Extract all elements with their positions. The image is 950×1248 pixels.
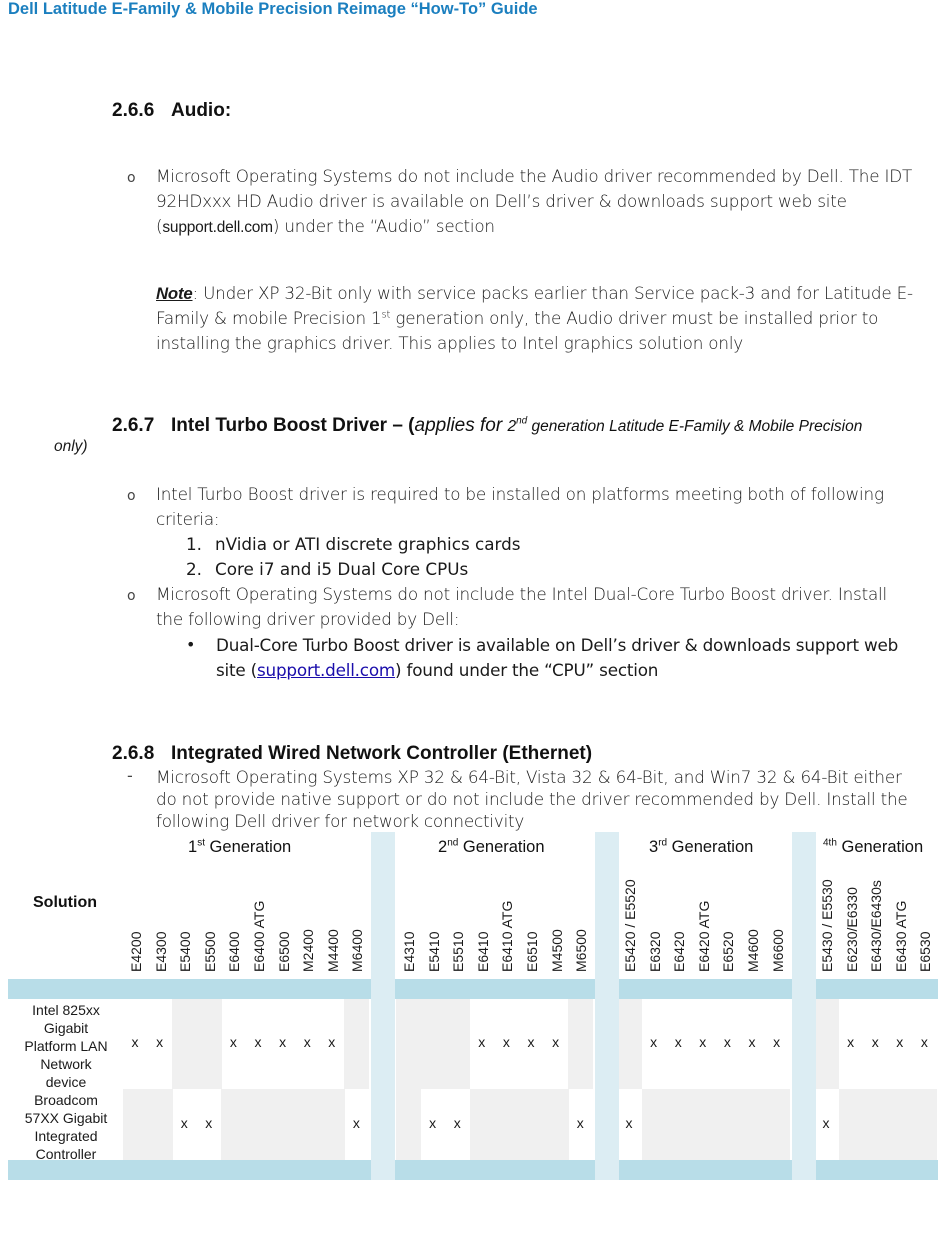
turbo-driver-paragraph: Microsoft Operating Systems do not include the Intel Dual-Core Turbo Boost driver. Install the following driver provided by Dell: xyxy=(156,584,887,629)
section-title-sup: nd xyxy=(516,415,528,427)
section-heading-turbo-boost xyxy=(112,415,862,437)
download-text-a: Dual-Core Turbo Boost driver is available on Dell’s driver & downloads support web site ( xyxy=(216,635,899,680)
generation-label: Generation xyxy=(836,838,924,856)
column-header-label: M6400 xyxy=(349,929,366,972)
table-mark: x xyxy=(847,1034,855,1050)
table-mark: x xyxy=(674,1034,682,1050)
column-header-label: E6320 xyxy=(646,931,663,972)
table-cell-empty xyxy=(221,1089,246,1160)
table-cell-empty xyxy=(421,999,446,1089)
table-mark: x xyxy=(352,1114,360,1131)
column-header-label: E6500 xyxy=(275,931,292,972)
section-heading-network xyxy=(112,743,592,765)
table-mark: x xyxy=(576,1114,584,1131)
column-header xyxy=(344,832,368,972)
generation-divider xyxy=(371,832,395,1180)
column-header xyxy=(172,832,196,972)
table-cell-empty xyxy=(396,1089,421,1160)
table-cell-empty xyxy=(765,1089,790,1160)
note-text-b: generation only, the Audio driver must be installed prior to installing the graphics driver. This applies to Intel graphics solution only xyxy=(156,308,879,353)
table-cell-empty xyxy=(863,1089,888,1160)
section-title: Integrated Wired Network Controller (Ethernet) xyxy=(171,743,593,764)
support-link[interactable]: support.dell.com xyxy=(257,660,396,680)
row-label-line: Network xyxy=(40,1056,92,1072)
column-header xyxy=(494,832,518,972)
table-mark: x xyxy=(650,1034,658,1050)
table-cell-empty xyxy=(246,1089,271,1160)
generation-sup: 4th xyxy=(823,837,837,849)
column-header xyxy=(863,832,887,972)
column-header-label: E4200 xyxy=(128,931,144,972)
numbered-item xyxy=(186,557,468,582)
generation-divider xyxy=(595,832,619,1180)
generation-label: Generation xyxy=(458,838,545,856)
column-header xyxy=(740,832,764,972)
table-cell-empty xyxy=(445,999,470,1089)
table-cell-empty xyxy=(740,1089,765,1160)
column-header xyxy=(765,832,789,972)
audio-text-b: ) under the “Audio” section xyxy=(272,216,495,236)
column-header-label: E5500 xyxy=(201,931,218,972)
document-header-title: Dell Latitude E-Family & Mobile Precision Reimage “How-To” Guide xyxy=(8,0,538,18)
column-header xyxy=(666,832,690,972)
table-cell-empty xyxy=(172,999,197,1089)
row-label-line: Broadcom xyxy=(34,1092,98,1108)
table-mark: x xyxy=(303,1034,311,1050)
table-cell-empty xyxy=(617,999,642,1089)
section-title-italic: applies for xyxy=(414,415,508,436)
table-mark: x xyxy=(180,1114,188,1131)
table-mark: x xyxy=(920,1034,928,1050)
column-header xyxy=(814,832,838,972)
column-header-label: E6410 ATG xyxy=(499,900,516,972)
table-cell-empty xyxy=(839,1089,864,1160)
row-label-line: Intel 825xx xyxy=(32,1002,100,1018)
generation-number: 3 xyxy=(649,838,659,856)
generation-sup: rd xyxy=(658,837,668,849)
column-header xyxy=(148,832,172,972)
table-cell-empty xyxy=(396,999,421,1089)
column-header xyxy=(123,832,147,972)
column-header-label: M4600 xyxy=(745,929,761,972)
table-cell-empty xyxy=(568,999,593,1089)
numbered-item xyxy=(186,532,521,557)
note-text-a: : Under XP 32-Bit only with service packs earlier than Service pack-3 and for Latitude E-Family & mobile Precision 1 xyxy=(156,283,913,328)
row-label-line: 57XX Gigabit xyxy=(24,1110,108,1126)
table-cell-empty xyxy=(295,1089,320,1160)
column-header xyxy=(295,832,319,972)
column-header-label: E6510 xyxy=(524,931,540,972)
column-header xyxy=(271,832,295,972)
table-mark: x xyxy=(871,1034,879,1050)
bullet-circle: o xyxy=(127,488,136,504)
column-header-label: E6420 xyxy=(671,931,688,972)
generation-label: Generation xyxy=(204,838,292,856)
table-mark: x xyxy=(723,1034,731,1050)
turbo-download-paragraph xyxy=(216,633,916,683)
column-header-label: E4300 xyxy=(152,931,169,972)
turbo-criteria-paragraph: Intel Turbo Boost driver is required to be installed on platforms meeting both of following criteria: xyxy=(156,484,884,529)
row-label xyxy=(16,1091,116,1163)
column-header xyxy=(691,832,715,972)
table-mark: x xyxy=(131,1034,139,1050)
column-header-label: E5420 / E5520 xyxy=(622,879,638,972)
column-header-label: M6600 xyxy=(769,929,786,972)
note-sup: st xyxy=(381,309,391,321)
column-header-label: E6520 xyxy=(720,931,737,972)
row-label-line: Platform LAN xyxy=(24,1038,108,1054)
solution-header: Solution xyxy=(33,894,97,911)
table-mark: x xyxy=(279,1034,287,1050)
row-label-line: Gigabit xyxy=(43,1020,89,1036)
table-mark: x xyxy=(478,1034,486,1050)
table-cell-empty xyxy=(320,1089,345,1160)
audio-domain: support.dell.com xyxy=(162,219,273,236)
table-cell-empty xyxy=(197,999,222,1089)
table-cell-empty xyxy=(666,1089,691,1160)
table-cell-empty xyxy=(814,999,839,1089)
column-header-label: M4500 xyxy=(548,929,565,972)
network-paragraph: Microsoft Operating Systems XP 32 & 64-Bit, Vista 32 & 64-Bit, and Win7 32 & 64-Bit either do not provide native support or do not include the driver recommended by Dell. Install the following Dell driver for network connectivity xyxy=(156,767,908,831)
column-header xyxy=(888,832,912,972)
section-title: Audio: xyxy=(171,100,232,121)
table-mark: x xyxy=(773,1034,781,1050)
table-mark: x xyxy=(502,1034,510,1050)
table-mark: x xyxy=(625,1114,633,1131)
column-header xyxy=(642,832,666,972)
column-header-label: E6230/E6330 xyxy=(843,887,860,972)
table-cell-empty xyxy=(148,1089,173,1160)
network-driver-table xyxy=(8,832,938,1182)
section-title-gen: 2 xyxy=(507,418,517,435)
table-mark: x xyxy=(205,1114,213,1131)
bullet-circle: o xyxy=(127,588,136,604)
column-header-label: M6500 xyxy=(573,929,590,972)
table-mark: x xyxy=(552,1034,560,1050)
item-text: Core i7 and i5 Dual Core CPUs xyxy=(215,559,469,579)
table-mark: x xyxy=(156,1034,164,1050)
column-header xyxy=(839,832,863,972)
table-cell-empty xyxy=(642,1089,667,1160)
generation-sup: st xyxy=(197,837,205,849)
column-header xyxy=(221,832,245,972)
column-header-label: E6430/E6430s xyxy=(868,880,885,972)
column-header-label: E4310 xyxy=(401,931,417,972)
generation-number: 1 xyxy=(188,838,198,856)
column-header xyxy=(544,832,568,972)
row-label-line: device xyxy=(45,1074,87,1090)
audio-text-a: Microsoft Operating Systems do not include the Audio driver recommended by Dell. The IDT 92HDxxx HD Audio driver is available on Dell’s driver & downloads support web site ( xyxy=(156,166,913,236)
row-label-line: Integrated xyxy=(34,1128,98,1144)
section-number: 2.6.6 xyxy=(112,100,155,121)
table-cell-empty xyxy=(888,1089,913,1160)
table-mark: x xyxy=(429,1114,437,1131)
audio-note xyxy=(156,281,916,356)
column-header xyxy=(715,832,739,972)
table-cell-empty xyxy=(519,1089,544,1160)
table-mark: x xyxy=(699,1034,707,1050)
audio-paragraph xyxy=(156,164,916,240)
table-mark: x xyxy=(453,1114,461,1131)
generation-divider xyxy=(792,832,816,1180)
table-mark: x xyxy=(896,1034,904,1050)
table-cell-empty xyxy=(344,999,369,1089)
table-cell-empty xyxy=(470,1089,495,1160)
table-cell-empty xyxy=(544,1089,569,1160)
column-header-label: E6530 xyxy=(917,931,934,972)
column-header-label: E5430 / E5530 xyxy=(819,879,835,972)
download-text-b: ) found under the “CPU” section xyxy=(395,660,659,680)
column-header-label: E6430 ATG xyxy=(892,900,909,972)
column-header xyxy=(197,832,221,972)
table-mark: x xyxy=(527,1034,535,1050)
table-mark: x xyxy=(822,1114,830,1131)
table-cell-empty xyxy=(123,1089,148,1160)
section-number: 2.6.7 xyxy=(112,415,155,436)
table-cell-empty xyxy=(271,1089,296,1160)
table-cell-empty xyxy=(715,1089,740,1160)
note-label: Note xyxy=(156,284,193,303)
column-header xyxy=(320,832,344,972)
table-mark: x xyxy=(328,1034,336,1050)
column-header xyxy=(396,832,420,972)
bullet-circle: o xyxy=(127,170,136,186)
column-header-label: E6400 xyxy=(226,931,243,972)
item-text: nVidia or ATI discrete graphics cards xyxy=(215,534,521,554)
generation-sup: nd xyxy=(447,837,459,849)
column-header xyxy=(568,832,592,972)
column-header xyxy=(470,832,494,972)
column-header xyxy=(912,832,936,972)
section-number: 2.6.8 xyxy=(112,743,155,764)
column-header xyxy=(421,832,448,972)
table-cell-empty xyxy=(494,1089,519,1160)
table-cell-empty xyxy=(691,1089,716,1160)
column-header-label: M4400 xyxy=(324,929,341,972)
generation-label: Generation xyxy=(667,838,754,856)
column-header-label: E6400 ATG xyxy=(251,900,267,972)
column-header-label: E6420 ATG xyxy=(695,900,712,972)
item-number: 1. xyxy=(186,534,203,554)
bullet-dot: • xyxy=(186,635,196,654)
section-title-small: generation Latitude E-Family & Mobile Precision xyxy=(527,418,863,435)
column-header xyxy=(617,832,641,972)
column-header xyxy=(519,832,543,972)
column-header xyxy=(246,832,270,972)
section-title: Intel Turbo Boost Driver – ( xyxy=(171,415,415,436)
bullet-dash: - xyxy=(127,766,133,785)
row-label xyxy=(16,1001,116,1091)
column-header-label: M2400 xyxy=(300,929,317,972)
table-mark: x xyxy=(748,1034,756,1050)
column-header xyxy=(445,832,469,972)
table-mark: x xyxy=(229,1034,237,1050)
section-title-continuation: only) xyxy=(54,438,88,455)
table-cell-empty xyxy=(912,1089,937,1160)
section-heading-audio xyxy=(112,100,231,122)
column-header-label: E5410 xyxy=(425,931,442,972)
generation-number: 2 xyxy=(438,838,448,856)
table-mark: x xyxy=(254,1034,262,1050)
column-header-label: E5510 xyxy=(450,931,467,972)
column-header-label: E6410 xyxy=(474,931,491,972)
column-header-label: E5400 xyxy=(177,931,194,972)
item-number: 2. xyxy=(186,559,203,579)
row-label-line: Controller xyxy=(35,1146,97,1162)
